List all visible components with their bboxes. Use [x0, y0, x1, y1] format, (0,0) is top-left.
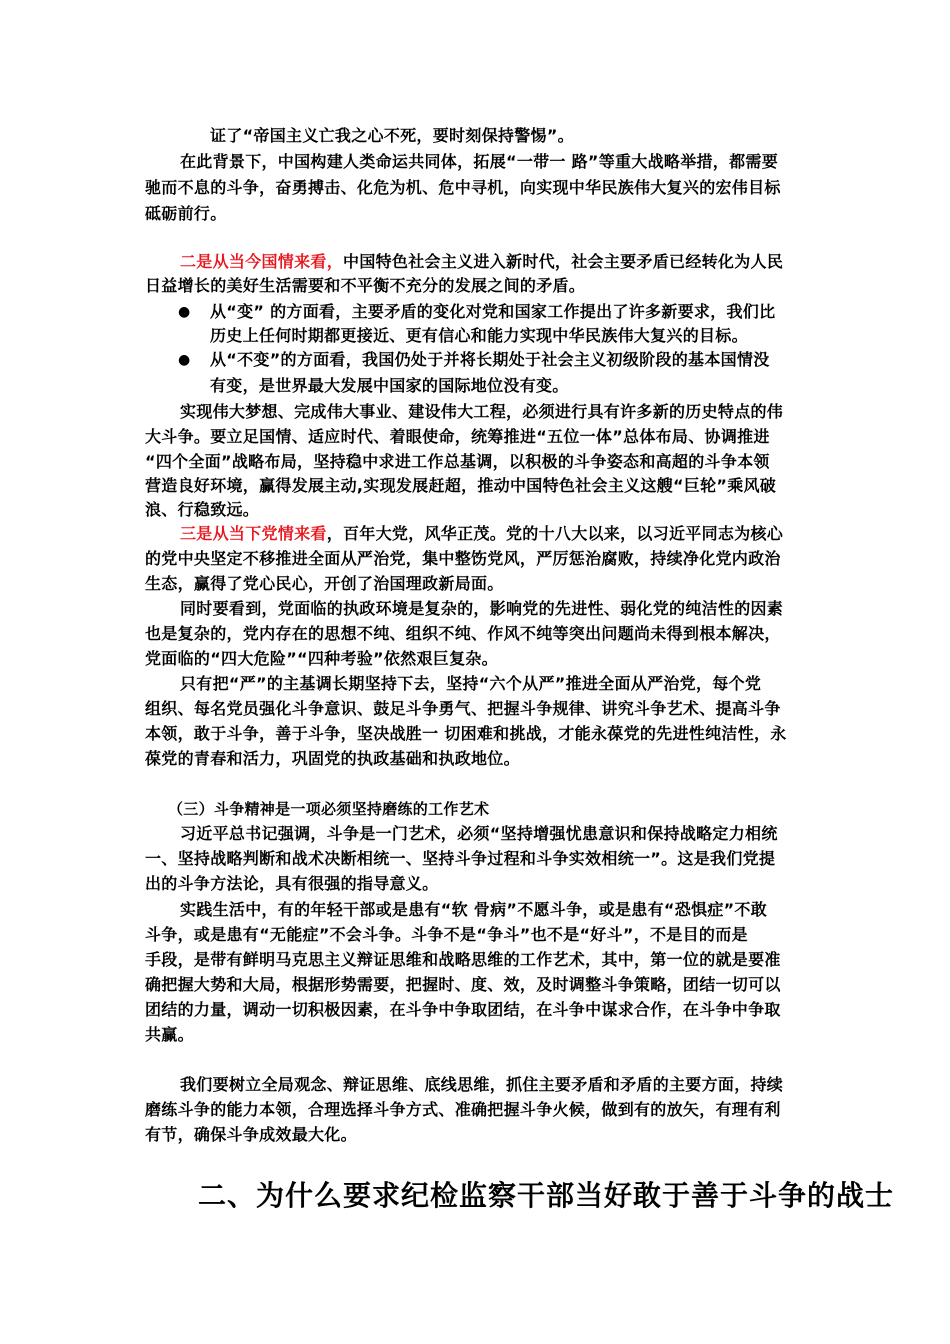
section-heading: 二、为什么要求纪检监察干部当好敢于善于斗争的战士: [198, 1179, 895, 1212]
paragraph-line: 手段，是带有鲜明马克思主义辩证思维和战略思维的工作艺术，其中，第一位的就是要准: [145, 950, 781, 969]
paragraph-line: 日益增长的美好生活需要和不平衡不充分的发展之间的矛盾。: [145, 276, 586, 295]
paragraph-line: 有节，确保斗争成效最大化。: [145, 1125, 357, 1144]
paragraph-line: 斗争，或是患有“无能症”不会斗争。斗争不是“争斗”也不是“好斗”，不是目的而是: [145, 925, 748, 944]
paragraph-line: 本领，敢于斗争，善于斗争，坚决战胜一 切困难和挑战，才能永葆党的先进性纯洁性，永: [145, 724, 787, 743]
bullet-icon: ●: [178, 352, 191, 368]
paragraph-line: 共赢。: [145, 1025, 194, 1044]
paragraph-line: 实现伟大梦想、完成伟大事业、建设伟大工程，必须进行具有许多新的历史特点的伟: [180, 402, 784, 421]
bullet-icon: ●: [178, 304, 191, 320]
paragraph-text: ，百年大党，风华正茂。党的十八大以来，以习近平同志为核心: [326, 524, 784, 543]
paragraph-line: 在此背景下，中国构建人类命运共同体，拓展“一带一 路”等重大战略举措，都需要: [180, 152, 779, 171]
paragraph-line: 确把握大势和大局，根据形势需要，把握时、度、效，及时调整斗争策略，团结一切可以: [145, 975, 781, 994]
paragraph-line: 葆党的青春和活力，巩固党的执政基础和执政地位。: [145, 749, 520, 768]
bullet-item-line: 从“变” 的方面看，主要矛盾的变化对党和国家工作提出了许多新要求，我们比: [210, 302, 776, 321]
paragraph-line: 也是复杂的，党内存在的思想不纯、组织不纯、作风不纯等突出问题尚未得到根本解决，: [145, 624, 781, 643]
paragraph-line: 实践生活中，有的年轻干部或是患有“软 骨病”不愿斗争，或是患有“恐惧症”不敢: [180, 900, 768, 919]
section-subheading: （三）斗争精神是一项必须坚持磨练的工作艺术: [168, 800, 490, 818]
paragraph-line: 党面临的“四大危险”“四种考验”依然艰巨复杂。: [145, 649, 498, 668]
paragraph-line: 团结的力量，调动一切积极因素，在斗争中争取团结，在斗争中谋求合作，在斗争中争取: [145, 1000, 781, 1019]
bullet-item-line: 历史上任何时期都更接近、更有信心和能力实现中华民族伟大复兴的目标。: [210, 326, 748, 345]
bullet-item-line: 从“不变”的方面看，我国仍处于并将长期处于社会主义初级阶段的基本国情没: [210, 350, 770, 369]
highlight-red-text: 二是从当今国情来看，: [180, 252, 344, 271]
paragraph-line: 浪、行稳致远。: [145, 500, 260, 519]
bullet-item-line: 有变，是世界最大发展中国家的国际地位没有变。: [210, 376, 569, 395]
paragraph-line: [180, 250, 783, 274]
paragraph-line: 证了“帝国主义亡我之心不死，要时刻保持警惕”。: [210, 126, 574, 145]
paragraph-line: 同时要看到，党面临的执政环境是复杂的，影响党的先进性、弱化党的纯洁性的因素: [180, 599, 784, 618]
paragraph-line: 组织、每名党员强化斗争意识、鼓足斗争勇气、把握斗争规律、讲究斗争艺术、提高斗争: [145, 699, 781, 718]
paragraph-line: 营造良好环境，赢得发展主动,实现发展赶超，推动中国特色社会主义这艘“巨轮”乘风破: [145, 476, 777, 495]
paragraph-line: 习近平总书记强调，斗争是一门艺术，必须“坚持增强忧患意识和保持战略定力相统: [180, 824, 778, 843]
paragraph-line: [180, 522, 783, 546]
paragraph-line: 只有把“严”的主基调长期坚持下去，坚持“六个从严”推进全面从严治党，每个党: [180, 674, 762, 693]
paragraph-line: 一、坚持战略判断和战术决断相统一、坚持斗争过程和斗争实效相统一”。这是我们党提: [145, 849, 776, 868]
paragraph-line: 磨练斗争的能力本领，合理选择斗争方式、准确把握斗争火候，做到有的放矢，有理有利: [145, 1100, 781, 1119]
paragraph-line: 大斗争。要立足国情、适应时代、着眼使命，统筹推进“五位一体”总体布局、协调推进: [145, 427, 770, 446]
paragraph-line: 我们要树立全局观念、辩证思维、底线思维，抓住主要矛盾和矛盾的主要方面，持续: [180, 1075, 784, 1094]
paragraph-line: “四个全面”战略布局，坚持稳中求进工作总基调，以积极的斗争姿态和高超的斗争本领: [145, 452, 770, 471]
paragraph-line: 出的斗争方法论，具有很强的指导意义。: [145, 874, 439, 893]
paragraph-line: 驰而不息的斗争，奋勇搏击、化危为机、危中寻机，向实现中华民族伟大复兴的宏伟目标: [145, 178, 781, 197]
paragraph-line: 的党中央坚定不移推进全面从严治党，集中整饬党风，严厉惩治腐败，持续净化党内政治: [145, 549, 781, 568]
paragraph-line: 砥砺前行。: [145, 204, 227, 223]
highlight-red-text: 三是从当下党情来看: [180, 524, 327, 543]
paragraph-line: 生态，赢得了党心民心，开创了治国理政新局面。: [145, 574, 504, 593]
paragraph-text: 中国特色社会主义进入新时代，社会主要矛盾已经转化为人民: [343, 252, 784, 271]
